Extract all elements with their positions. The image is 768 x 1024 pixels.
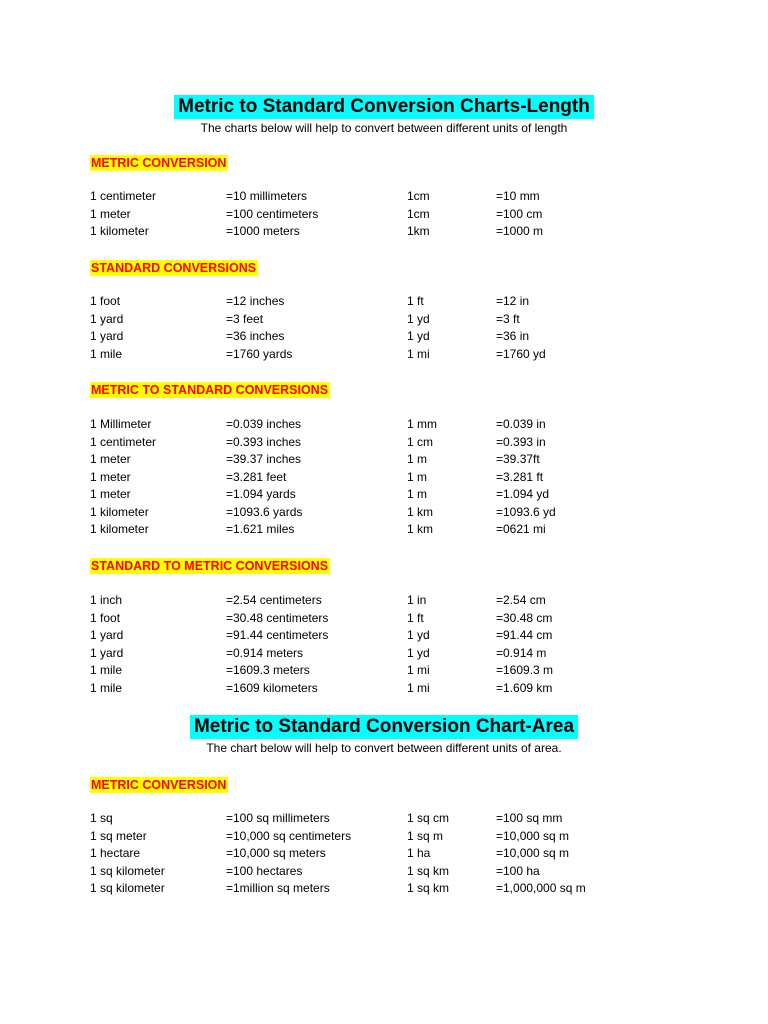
cell-unit: 1 foot [90,294,121,308]
cell-unit: 1 sq kilometer [90,863,165,878]
section-heading-area-metric-conversion: METRIC CONVERSION [91,778,227,792]
cell-unit: 1 yard [90,311,124,326]
cell-abbr: 1 sq km [407,881,450,895]
table-row [0,828,768,846]
cell-abbr-equivalent: =36 in [496,329,530,343]
cell-equivalent: =0.914 meters [226,645,304,660]
cell-abbr: 1 ft [407,294,424,308]
table-row [0,504,768,522]
cell-abbr: 1 cm [407,434,434,449]
cell-equivalent: =1609.3 meters [226,663,310,677]
table-row [0,845,768,863]
table-row [0,328,768,346]
cell-abbr: 1 sq km [407,863,450,878]
cell-equivalent: =100 sq millimeters [226,811,330,825]
cell-unit: 1 meter [90,469,131,484]
cell-unit: 1 meter [90,452,131,466]
section-heading-metric-conversion: METRIC CONVERSION [91,156,227,170]
cell-unit: 1 meter [90,206,131,221]
cell-abbr-equivalent: =1093.6 yd [496,504,556,519]
cell-abbr-equivalent: =1.094 yd [496,487,550,501]
table-row [0,810,768,828]
cell-abbr: 1cm [407,189,430,203]
cell-abbr-equivalent: =1000 m [496,224,544,238]
cell-unit: 1 sq kilometer [90,881,165,895]
table-row [0,863,768,881]
cell-abbr-equivalent: =12 in [496,294,530,308]
cell-equivalent: =10,000 sq meters [226,846,326,860]
cell-equivalent: =91.44 centimeters [226,628,329,642]
table-row [0,521,768,539]
table-row [0,610,768,628]
cell-equivalent: =2.54 centimeters [226,593,322,607]
cell-equivalent: =39.37 inches [226,452,302,466]
cell-abbr: 1 mi [407,663,430,677]
table-row [0,627,768,645]
length-title-wrap [0,95,768,119]
table-row [0,416,768,434]
cell-abbr: 1 in [407,593,427,607]
cell-abbr-equivalent: =3.281 ft [496,469,544,484]
cell-unit: 1 foot [90,610,121,625]
cell-equivalent: =100 hectares [226,863,303,878]
cell-equivalent: =1000 meters [226,224,300,238]
cell-equivalent: =12 inches [226,294,285,308]
cell-abbr: 1 km [407,504,434,519]
table-row [0,486,768,504]
cell-equivalent: =10,000 sq centimeters [226,828,352,843]
cell-abbr-equivalent: =10 mm [496,189,540,203]
table-row [0,346,768,364]
cell-unit: 1 meter [90,487,131,501]
table-row [0,223,768,241]
cell-unit: 1 sq [90,811,113,825]
cell-unit: 1 Millimeter [90,417,152,431]
cell-abbr-equivalent: =10,000 sq m [496,846,570,860]
cell-abbr: 1 m [407,452,428,466]
cell-abbr: 1 ha [407,846,431,860]
cell-unit: 1 kilometer [90,522,149,536]
table-row [0,662,768,680]
table-row [0,592,768,610]
table-row [0,293,768,311]
length-title: Metric to Standard Conversion Charts-Length [174,95,594,119]
cell-abbr: 1 sq cm [407,811,450,825]
cell-abbr-equivalent: =1609.3 m [496,663,554,677]
area-subtitle: The chart below will help to convert between different units of area. [206,741,562,755]
cell-equivalent: =36 inches [226,329,285,343]
cell-abbr: 1 yd [407,329,430,343]
cell-abbr-equivalent: =0.393 in [496,434,546,449]
cell-abbr: 1 m [407,487,428,501]
cell-abbr-equivalent: =10,000 sq m [496,828,570,843]
cell-abbr-equivalent: =2.54 cm [496,593,546,607]
cell-abbr: 1km [407,224,430,238]
cell-abbr: 1 mi [407,346,430,361]
cell-abbr-equivalent: =100 cm [496,206,543,221]
length-subtitle: The charts below will help to convert between different units of length [200,121,568,135]
table-row [0,434,768,452]
cell-abbr-equivalent: =0.039 in [496,417,546,431]
cell-abbr-equivalent: =0621 mi [496,522,546,536]
section-heading-metric-to-standard: METRIC TO STANDARD CONVERSIONS [91,383,329,397]
cell-abbr-equivalent: =91.44 cm [496,628,553,642]
cell-unit: 1 hectare [90,846,141,860]
cell-unit: 1 centimeter [90,189,157,203]
cell-unit: 1 kilometer [90,224,149,238]
area-title-wrap [0,715,768,739]
cell-abbr-equivalent: =39.37ft [496,452,540,466]
cell-abbr: 1 km [407,522,434,536]
cell-equivalent: =1760 yards [226,346,293,361]
cell-abbr: 1 m [407,469,428,484]
cell-unit: 1 yard [90,628,124,642]
cell-unit: 1 centimeter [90,434,157,449]
cell-equivalent: =1093.6 yards [226,504,303,519]
cell-equivalent: =30.48 centimeters [226,610,329,625]
cell-abbr-equivalent: =1,000,000 sq m [496,881,586,895]
table-row [0,880,768,898]
cell-equivalent: =3.281 feet [226,469,287,484]
cell-unit: 1 mile [90,680,123,695]
area-title: Metric to Standard Conversion Chart-Area [190,715,578,739]
cell-unit: 1 yard [90,329,124,343]
cell-equivalent: =1.094 yards [226,487,296,501]
section-heading-standard-to-metric: STANDARD TO METRIC CONVERSIONS [91,559,329,573]
cell-equivalent: =10 millimeters [226,189,308,203]
cell-abbr: 1 yd [407,311,430,326]
cell-abbr-equivalent: =100 ha [496,863,540,878]
cell-equivalent: =1million sq meters [226,881,330,895]
conversion-table-standard [0,293,768,363]
cell-abbr: 1 yd [407,628,430,642]
cell-equivalent: =0.039 inches [226,417,302,431]
table-row [0,311,768,329]
cell-abbr: 1 ft [407,610,424,625]
table-row [0,645,768,663]
conversion-table-metric [0,188,768,241]
cell-unit: 1 mile [90,663,123,677]
cell-abbr: 1 mi [407,680,430,695]
cell-abbr-equivalent: =30.48 cm [496,610,553,625]
cell-unit: 1 mile [90,346,123,361]
table-row [0,469,768,487]
cell-abbr-equivalent: =0.914 m [496,645,547,660]
cell-equivalent: =0.393 inches [226,434,302,449]
cell-equivalent: =1.621 miles [226,522,295,536]
cell-unit: 1 inch [90,593,123,607]
table-row [0,206,768,224]
table-row [0,188,768,206]
table-row [0,451,768,469]
cell-abbr-equivalent: =1760 yd [496,346,546,361]
conversion-table-standard-to-metric [0,592,768,697]
conversion-table-area-metric [0,810,768,898]
cell-abbr-equivalent: =1.609 km [496,680,553,695]
cell-unit: 1 kilometer [90,504,149,519]
section-heading-standard-conversions: STANDARD CONVERSIONS [91,261,257,275]
cell-abbr-equivalent: =3 ft [496,311,520,326]
cell-unit: 1 yard [90,645,124,660]
cell-abbr: 1 yd [407,645,430,660]
cell-equivalent: =100 centimeters [226,206,319,221]
cell-abbr: 1 sq m [407,828,444,843]
cell-unit: 1 sq meter [90,828,147,843]
cell-equivalent: =3 feet [226,311,264,326]
conversion-table-metric-to-standard [0,416,768,539]
cell-abbr-equivalent: =100 sq mm [496,811,563,825]
cell-abbr: 1 mm [407,417,437,431]
cell-equivalent: =1609 kilometers [226,680,318,695]
cell-abbr: 1cm [407,206,430,221]
table-row [0,680,768,698]
